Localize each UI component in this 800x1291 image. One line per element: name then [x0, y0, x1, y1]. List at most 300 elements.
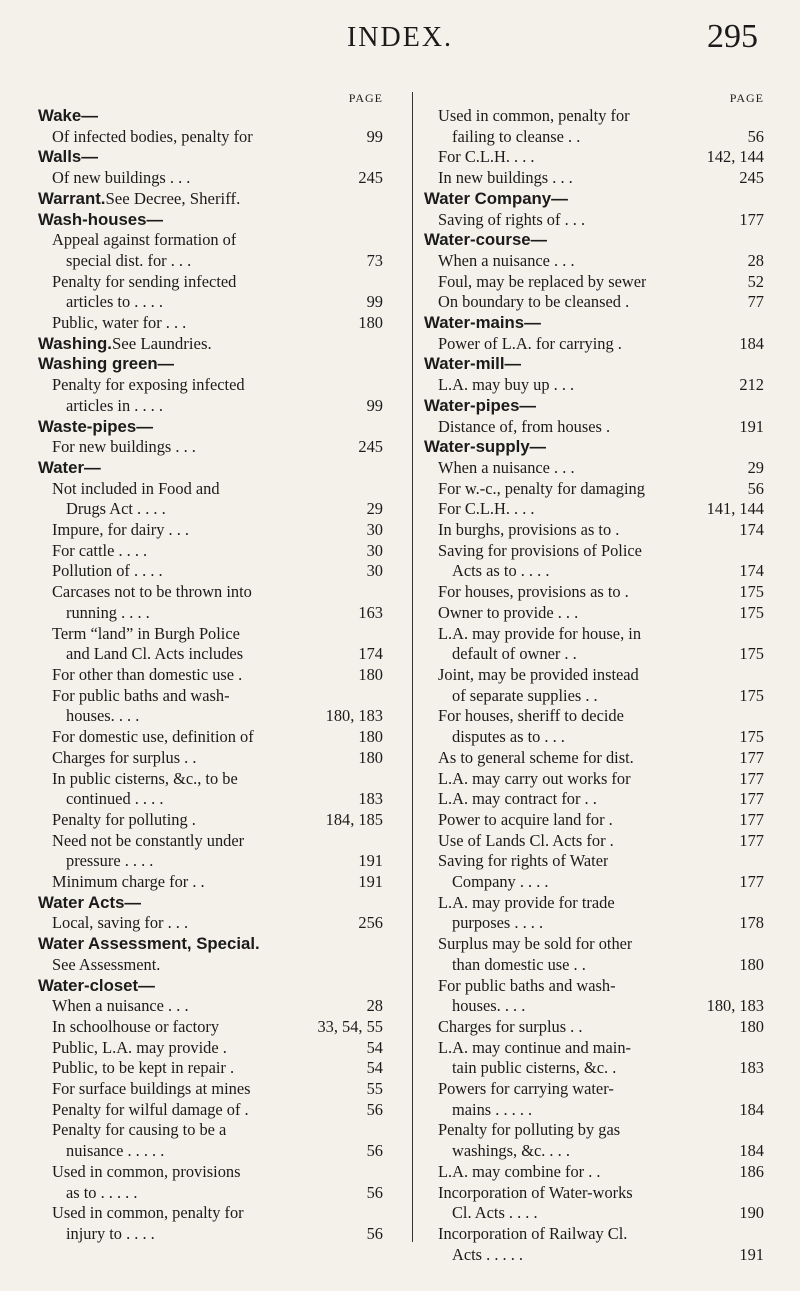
column-divider — [412, 92, 413, 1242]
page-reference: 56 — [366, 1182, 383, 1202]
index-entry — [38, 789, 383, 810]
page-reference: 30 — [366, 561, 383, 581]
entry-text: L.A. may provide for trade — [438, 892, 615, 912]
entry-text: Water Assessment, Special. — [38, 934, 260, 954]
index-heading — [424, 437, 764, 458]
index-entry — [38, 1183, 383, 1204]
entry-text: Powers for carrying water- — [438, 1079, 614, 1099]
index-entry — [38, 561, 383, 582]
page-reference: 177 — [739, 872, 764, 892]
entry-text: Incorporation of Water-works — [438, 1182, 633, 1202]
entry-text: Waste-pipes— — [38, 416, 154, 436]
index-entry — [424, 479, 764, 500]
entry-text: Penalty for sending infected — [52, 271, 237, 291]
entry-text: In schoolhouse or factory — [52, 1016, 220, 1036]
index-entry — [424, 541, 764, 562]
index-entry — [424, 582, 764, 603]
page-reference: 30 — [366, 540, 383, 560]
index-entry — [424, 851, 764, 872]
index-heading — [38, 934, 383, 955]
index-entry — [38, 313, 383, 334]
index-entry — [38, 955, 383, 976]
index-entry — [38, 1141, 383, 1162]
entry-text: Company . . . . — [452, 872, 549, 892]
page-reference: 99 — [366, 292, 383, 312]
page-reference: 186 — [739, 1161, 764, 1181]
page-reference: 180, 183 — [706, 996, 764, 1016]
running-title: INDEX. — [346, 22, 454, 53]
index-entry — [424, 292, 764, 313]
index-entry — [424, 789, 764, 810]
index-entry — [38, 499, 383, 520]
entry-text: Term “land” in Burgh Police — [52, 623, 240, 643]
index-entry — [38, 851, 383, 872]
entry-text: special dist. for . . . — [66, 250, 192, 270]
page-reference: 56 — [366, 1141, 383, 1161]
index-entry — [38, 727, 383, 748]
page-reference: 178 — [739, 913, 764, 933]
index-heading — [424, 230, 764, 251]
entry-text: L.A. may combine for . . — [438, 1161, 601, 1181]
index-entry — [38, 230, 383, 251]
entry-text: Of infected bodies, penalty for — [52, 126, 253, 146]
entry-text: Pollution of . . . . — [52, 561, 163, 581]
page-reference: 175 — [739, 727, 764, 747]
entry-text: When a nuisance . . . — [52, 996, 189, 1016]
index-entry — [424, 934, 764, 955]
entry-text: Incorporation of Railway Cl. — [438, 1223, 628, 1243]
entry-text: When a nuisance . . . — [438, 250, 575, 270]
index-entry — [424, 147, 764, 168]
index-heading — [424, 313, 764, 334]
entry-text: Local, saving for . . . — [52, 913, 189, 933]
index-entry — [424, 686, 764, 707]
index-entry — [38, 872, 383, 893]
page-reference: 174 — [739, 520, 764, 540]
entry-text: L.A. may continue and main- — [438, 1037, 631, 1057]
index-entry — [424, 520, 764, 541]
entry-text: Water— — [38, 457, 101, 477]
index-entry — [424, 893, 764, 914]
index-entry — [38, 624, 383, 645]
entry-text: L.A. may carry out works for — [438, 768, 631, 788]
page-reference: 184 — [739, 1099, 764, 1119]
page-column-label: PAGE — [729, 91, 764, 105]
entry-text: Carcases not to be thrown into — [52, 582, 252, 602]
index-entry — [424, 913, 764, 934]
index-entry — [38, 1224, 383, 1245]
index-entry — [424, 334, 764, 355]
index-entry — [38, 706, 383, 727]
index-entry — [424, 106, 764, 127]
index-entry — [424, 955, 764, 976]
page-reference: 184 — [739, 1141, 764, 1161]
page-reference: 180 — [358, 747, 383, 767]
index-entry — [424, 872, 764, 893]
page-reference: 175 — [739, 644, 764, 664]
entry-text: Need not be constantly under — [52, 830, 245, 850]
index-entry — [38, 437, 383, 458]
entry-text: Acts . . . . . — [452, 1244, 524, 1264]
entry-text: On boundary to be cleansed . — [438, 292, 630, 312]
page-reference: 180 — [358, 664, 383, 684]
index-entry — [424, 1017, 764, 1038]
index-entry — [424, 1079, 764, 1100]
index-heading — [38, 147, 383, 168]
page-column-label: PAGE — [348, 91, 383, 105]
index-entry — [424, 1141, 764, 1162]
entry-text: As to general scheme for dist. — [438, 747, 634, 767]
entry-text: Minimum charge for . . — [52, 872, 205, 892]
page-reference: 245 — [739, 168, 764, 188]
page-reference: 177 — [739, 789, 764, 809]
page-reference: 180, 183 — [325, 706, 383, 726]
page-reference: 245 — [358, 437, 383, 457]
entry-text: default of owner . . — [452, 644, 577, 664]
index-entry — [38, 769, 383, 790]
page-header — [0, 18, 800, 68]
index-entry — [38, 810, 383, 831]
entry-text: injury to . . . . — [66, 1223, 155, 1243]
index-entry — [424, 458, 764, 479]
entry-text: mains . . . . . — [452, 1099, 533, 1119]
entry-text: Cl. Acts . . . . — [452, 1203, 538, 1223]
entry-text: tain public cisterns, &c. . — [452, 1058, 617, 1078]
page-reference: 54 — [366, 1058, 383, 1078]
entry-text: In new buildings . . . — [438, 168, 573, 188]
index-heading — [38, 106, 383, 127]
entry-text: than domestic use . . — [452, 954, 586, 974]
entry-text: Water-supply— — [424, 437, 547, 457]
index-entry — [424, 831, 764, 852]
page-reference: 183 — [358, 789, 383, 809]
entry-text: Wash-houses— — [38, 209, 164, 229]
entry-text: For cattle . . . . — [52, 540, 148, 560]
index-entry — [38, 127, 383, 148]
page-reference: 177 — [739, 768, 764, 788]
page-reference: 177 — [739, 809, 764, 829]
entry-text: articles in . . . . — [66, 395, 163, 415]
index-entry — [38, 272, 383, 293]
entry-text: houses. . . . — [452, 996, 526, 1016]
index-entry — [424, 561, 764, 582]
entry-text: Water-course— — [424, 230, 548, 250]
entry-text: Water-closet— — [38, 975, 155, 995]
index-entry — [38, 520, 383, 541]
entry-text: Public, water for . . . — [52, 313, 187, 333]
entry-text: Saving of rights of . . . — [438, 209, 586, 229]
entry-text: When a nuisance . . . — [438, 457, 575, 477]
page-reference: 77 — [747, 292, 764, 312]
entry-text: Joint, may be provided instead — [438, 664, 639, 684]
entry-text: Penalty for wilful damage of . — [52, 1099, 249, 1119]
page-reference: 180 — [358, 727, 383, 747]
index-entry — [424, 1058, 764, 1079]
entry-text: failing to cleanse . . — [452, 126, 581, 146]
entry-text: Water Acts— — [38, 892, 142, 912]
page-reference: 55 — [366, 1079, 383, 1099]
index-heading — [38, 189, 383, 210]
entry-text: Of new buildings . . . — [52, 168, 191, 188]
index-entry — [424, 1100, 764, 1121]
index-entry — [38, 644, 383, 665]
page-reference: 99 — [366, 126, 383, 146]
entry-text: For houses, provisions as to . — [438, 582, 629, 602]
entry-text: Washing. — [38, 333, 112, 353]
index-entry — [38, 1162, 383, 1183]
index-entry — [424, 417, 764, 438]
index-entry — [424, 1162, 764, 1183]
entry-text: Surplus may be sold for other — [438, 934, 633, 954]
index-entry — [38, 479, 383, 500]
page-reference: 33, 54, 55 — [317, 1016, 383, 1036]
page-reference: 52 — [747, 271, 764, 291]
entry-text: Used in common, penalty for — [438, 106, 630, 125]
entry-text: L.A. may contract for . . — [438, 789, 597, 809]
entry-text: Acts as to . . . . — [452, 561, 550, 581]
entry-text: running . . . . — [66, 602, 150, 622]
entry-text: Warrant. — [38, 188, 106, 208]
right-column — [424, 90, 764, 1265]
index-entry — [38, 665, 383, 686]
index-entry — [424, 1038, 764, 1059]
entry-text: Charges for surplus . . — [438, 1016, 583, 1036]
page-reference: 56 — [366, 1223, 383, 1243]
see-reference: See Laundries. — [111, 333, 212, 353]
index-entry — [38, 1203, 383, 1224]
entry-text: Public, to be kept in repair . — [52, 1058, 235, 1078]
index-entry — [424, 976, 764, 997]
index-entry — [424, 272, 764, 293]
entry-text: Use of Lands Cl. Acts for . — [438, 830, 614, 850]
index-entry — [424, 706, 764, 727]
page-reference: 184, 185 — [325, 809, 383, 829]
page-reference: 54 — [366, 1037, 383, 1057]
index-entry — [38, 292, 383, 313]
entry-text: Power of L.A. for carrying . — [438, 333, 622, 353]
index-entry — [424, 375, 764, 396]
entry-text: Public, L.A. may provide . — [52, 1037, 227, 1057]
index-entry — [424, 810, 764, 831]
entry-text: Walls— — [38, 147, 98, 167]
page-reference: 175 — [739, 582, 764, 602]
entry-text: Penalty for polluting . — [52, 809, 196, 829]
entry-text: Wake— — [38, 106, 98, 125]
entry-text: Water-mains— — [424, 313, 541, 333]
page-reference: 56 — [747, 126, 764, 146]
entry-text: as to . . . . . — [66, 1182, 138, 1202]
page-reference: 177 — [739, 830, 764, 850]
entry-text: washings, &c. . . . — [452, 1141, 570, 1161]
entry-text: In burghs, provisions as to . — [438, 520, 620, 540]
index-entry — [38, 913, 383, 934]
entry-text: Penalty for exposing infected — [52, 375, 245, 395]
page-reference: 212 — [739, 375, 764, 395]
index-entry — [38, 686, 383, 707]
page-reference: 184 — [739, 333, 764, 353]
entry-text: For C.L.H. . . . — [438, 499, 535, 519]
page-reference: 174 — [739, 561, 764, 581]
page-reference: 180 — [739, 1016, 764, 1036]
index-entry — [38, 251, 383, 272]
index-entry — [424, 665, 764, 686]
index-heading — [38, 458, 383, 479]
page-reference: 191 — [739, 1244, 764, 1264]
entry-text: Owner to provide . . . — [438, 602, 579, 622]
index-entry — [38, 375, 383, 396]
index-heading — [38, 354, 383, 375]
index-entry — [38, 541, 383, 562]
page-reference: 191 — [739, 416, 764, 436]
page-reference: 256 — [358, 913, 383, 933]
index-entry — [424, 996, 764, 1017]
page-reference: 163 — [358, 602, 383, 622]
index-heading — [424, 189, 764, 210]
page-reference: 180 — [358, 313, 383, 333]
page-reference: 73 — [366, 250, 383, 270]
page-reference: 190 — [739, 1203, 764, 1223]
entry-text: See Assessment. — [52, 954, 161, 974]
page-reference: 29 — [747, 457, 764, 477]
entry-text: nuisance . . . . . — [66, 1141, 165, 1161]
entry-text: of separate supplies . . — [452, 685, 598, 705]
entry-text: Drugs Act . . . . — [66, 499, 166, 519]
index-entry — [424, 168, 764, 189]
index-entry — [38, 168, 383, 189]
index-entry — [424, 748, 764, 769]
index-entry — [424, 769, 764, 790]
entry-text: Saving for rights of Water — [438, 851, 609, 871]
page-reference: 28 — [366, 996, 383, 1016]
index-entry — [424, 603, 764, 624]
entry-text: disputes as to . . . — [452, 727, 565, 747]
index-entry — [424, 127, 764, 148]
index-entry — [38, 582, 383, 603]
entry-text: For w.-c., penalty for damaging — [438, 478, 645, 498]
entry-text: For C.L.H. . . . — [438, 147, 535, 167]
index-entry — [38, 1120, 383, 1141]
index-entry — [38, 396, 383, 417]
page-reference: 191 — [358, 872, 383, 892]
index-entry — [38, 603, 383, 624]
entry-text: purposes . . . . — [452, 913, 544, 933]
page-reference: 177 — [739, 209, 764, 229]
page-reference: 177 — [739, 747, 764, 767]
index-entry — [424, 644, 764, 665]
page-reference: 175 — [739, 685, 764, 705]
right-entry-list — [424, 106, 764, 1265]
entry-text: Appeal against formation of — [52, 230, 237, 250]
entry-text: Charges for surplus . . — [52, 747, 197, 767]
entry-text: Impure, for dairy . . . — [52, 520, 189, 540]
index-entry — [424, 499, 764, 520]
index-entry — [424, 1245, 764, 1266]
entry-text: Water-pipes— — [424, 395, 537, 415]
entry-text: Distance of, from houses . — [438, 416, 611, 436]
entry-text: For public baths and wash- — [438, 975, 616, 995]
index-heading — [38, 210, 383, 231]
index-entry — [38, 748, 383, 769]
entry-text: continued . . . . — [66, 789, 164, 809]
page-reference: 191 — [358, 851, 383, 871]
index-entry — [38, 1017, 383, 1038]
index-entry — [424, 251, 764, 272]
entry-text: In public cisterns, &c., to be — [52, 768, 238, 788]
page-reference: 29 — [366, 499, 383, 519]
index-heading — [38, 417, 383, 438]
index-entry — [38, 1058, 383, 1079]
index-heading — [38, 893, 383, 914]
page-reference: 56 — [366, 1099, 383, 1119]
entry-text: Water Company— — [424, 188, 568, 208]
index-entry — [38, 1079, 383, 1100]
entry-text: Penalty for polluting by gas — [438, 1120, 621, 1140]
index-heading — [38, 334, 383, 355]
page-reference: 174 — [358, 644, 383, 664]
entry-text: pressure . . . . — [66, 851, 154, 871]
index-entry — [424, 1120, 764, 1141]
index-entry — [38, 1038, 383, 1059]
entry-text: Used in common, penalty for — [52, 1203, 244, 1223]
entry-text: For new buildings . . . — [52, 437, 196, 457]
entry-text: Washing green— — [38, 354, 175, 374]
entry-text: and Land Cl. Acts includes — [66, 644, 244, 664]
index-entry — [424, 1183, 764, 1204]
page-reference: 56 — [747, 478, 764, 498]
page-reference: 141, 144 — [706, 499, 764, 519]
entry-text: For surface buildings at mines — [52, 1079, 251, 1099]
page-number: 295 — [707, 18, 758, 55]
page-reference: 180 — [739, 954, 764, 974]
index-entry — [424, 1224, 764, 1245]
entry-text: Power to acquire land for . — [438, 809, 613, 829]
index-heading — [424, 396, 764, 417]
entry-text: L.A. may buy up . . . — [438, 375, 575, 395]
entry-text: For houses, sheriff to decide — [438, 706, 624, 726]
entry-text: articles to . . . . — [66, 292, 163, 312]
entry-text: houses. . . . — [66, 706, 140, 726]
entry-text: Water-mill— — [424, 354, 522, 374]
index-entry — [424, 624, 764, 645]
index-entry — [38, 996, 383, 1017]
entry-text: L.A. may provide for house, in — [438, 623, 642, 643]
left-column — [38, 90, 383, 1245]
index-entry — [38, 1100, 383, 1121]
entry-text: For public baths and wash- — [52, 685, 230, 705]
page-reference: 99 — [366, 395, 383, 415]
entry-text: For domestic use, definition of — [52, 727, 254, 747]
page-reference: 175 — [739, 602, 764, 622]
entry-text: Penalty for causing to be a — [52, 1120, 227, 1140]
entry-text: Foul, may be replaced by sewer — [438, 271, 647, 291]
entry-text: For other than domestic use . — [52, 664, 243, 684]
entry-text: Saving for provisions of Police — [438, 540, 642, 560]
index-entry — [38, 831, 383, 852]
index-entry — [424, 727, 764, 748]
index-entry — [424, 1203, 764, 1224]
entry-text: Not included in Food and — [52, 478, 220, 498]
entry-text: Used in common, provisions — [52, 1161, 241, 1181]
index-heading — [38, 976, 383, 997]
index-entry — [424, 210, 764, 231]
left-entry-list — [38, 106, 383, 1245]
page-reference: 183 — [739, 1058, 764, 1078]
index-heading — [424, 354, 764, 375]
see-reference: See Decree, Sheriff. — [105, 188, 241, 208]
page-reference: 28 — [747, 250, 764, 270]
page-reference: 30 — [366, 520, 383, 540]
page-reference: 245 — [358, 168, 383, 188]
